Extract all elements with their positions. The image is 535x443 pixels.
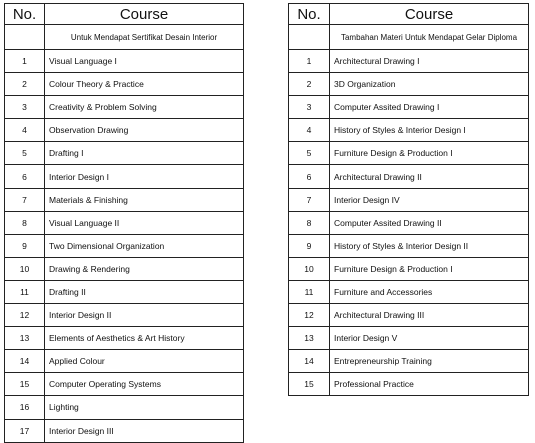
course-name: Interior Design IV: [330, 188, 529, 211]
course-name: Computer Assited Drawing I: [330, 96, 529, 119]
table-row: [5, 304, 244, 327]
table-row: [5, 73, 244, 96]
table-row: [289, 96, 529, 119]
table-row: [5, 234, 244, 257]
table-row: [5, 96, 244, 119]
header-no: No.: [5, 4, 45, 25]
course-name: Observation Drawing: [45, 119, 244, 142]
table-row: [289, 304, 529, 327]
row-number: 6: [289, 165, 330, 188]
course-name: Drafting I: [45, 142, 244, 165]
row-number: 13: [5, 327, 45, 350]
course-name: Lighting: [45, 396, 244, 419]
row-number: 7: [289, 188, 330, 211]
table-row: [289, 211, 529, 234]
course-name: Creativity & Problem Solving: [45, 96, 244, 119]
course-name: Interior Design V: [330, 327, 529, 350]
table-row: [5, 188, 244, 211]
course-name: Furniture Design & Production I: [330, 142, 529, 165]
subtitle-row: [289, 25, 529, 50]
course-name: 3D Organization: [330, 73, 529, 96]
table-row: [5, 165, 244, 188]
course-name: Architectural Drawing III: [330, 304, 529, 327]
row-number: 15: [5, 373, 45, 396]
course-name: History of Styles & Interior Design II: [330, 234, 529, 257]
row-number: 1: [289, 50, 330, 73]
course-name: Professional Practice: [330, 373, 529, 396]
row-number: 8: [289, 211, 330, 234]
course-table-diploma: [288, 3, 529, 396]
table-row: [289, 350, 529, 373]
course-name: Architectural Drawing II: [330, 165, 529, 188]
row-number: 9: [289, 234, 330, 257]
table-subtitle: Tambahan Materi Untuk Mendapat Gelar Diploma: [330, 25, 529, 50]
table-row: [289, 257, 529, 280]
table-row: [289, 234, 529, 257]
table-row: [289, 73, 529, 96]
course-name: Computer Operating Systems: [45, 373, 244, 396]
table-row: [289, 280, 529, 303]
table-row: [289, 50, 529, 73]
table-body: [289, 25, 529, 396]
course-name: Elements of Aesthetics & Art History: [45, 327, 244, 350]
table-row: [5, 50, 244, 73]
table-row: [5, 257, 244, 280]
row-number: 6: [5, 165, 45, 188]
row-number: 16: [5, 396, 45, 419]
row-number: 13: [289, 327, 330, 350]
row-number: 8: [5, 211, 45, 234]
row-number: 14: [289, 350, 330, 373]
table-row: [5, 280, 244, 303]
course-name: Furniture and Accessories: [330, 280, 529, 303]
table-row: [5, 142, 244, 165]
row-number: 12: [5, 304, 45, 327]
course-name: Interior Design I: [45, 165, 244, 188]
row-number: 10: [289, 257, 330, 280]
course-name: Colour Theory & Practice: [45, 73, 244, 96]
row-number: 3: [289, 96, 330, 119]
table-header-row: [289, 4, 529, 25]
row-number: 5: [289, 142, 330, 165]
row-number: 12: [289, 304, 330, 327]
row-number: 9: [5, 234, 45, 257]
course-name: Visual Language II: [45, 211, 244, 234]
header-course: Course: [330, 4, 529, 25]
row-number: 3: [5, 96, 45, 119]
blank-cell: [5, 25, 45, 50]
table-row: [5, 373, 244, 396]
course-name: Drawing & Rendering: [45, 257, 244, 280]
row-number: 17: [5, 419, 45, 442]
table-row: [5, 327, 244, 350]
course-name: Drafting II: [45, 280, 244, 303]
row-number: 4: [289, 119, 330, 142]
course-name: Interior Design III: [45, 419, 244, 442]
table-body: [5, 25, 244, 443]
course-name: Computer Assited Drawing II: [330, 211, 529, 234]
row-number: 15: [289, 373, 330, 396]
row-number: 2: [289, 73, 330, 96]
table-row: [5, 396, 244, 419]
table-subtitle: Untuk Mendapat Sertifikat Desain Interior: [45, 25, 244, 50]
row-number: 14: [5, 350, 45, 373]
course-name: Entrepreneurship Training: [330, 350, 529, 373]
row-number: 7: [5, 188, 45, 211]
table-row: [289, 142, 529, 165]
row-number: 4: [5, 119, 45, 142]
subtitle-row: [5, 25, 244, 50]
table-header-row: [5, 4, 244, 25]
table-row: [289, 327, 529, 350]
row-number: 2: [5, 73, 45, 96]
course-name: Furniture Design & Production I: [330, 257, 529, 280]
course-name: History of Styles & Interior Design I: [330, 119, 529, 142]
table-row: [5, 350, 244, 373]
course-name: Architectural Drawing I: [330, 50, 529, 73]
row-number: 10: [5, 257, 45, 280]
header-course: Course: [45, 4, 244, 25]
header-no: No.: [289, 4, 330, 25]
course-name: Two Dimensional Organization: [45, 234, 244, 257]
course-table-certificate: [4, 3, 244, 443]
course-name: Visual Language I: [45, 50, 244, 73]
table-row: [5, 211, 244, 234]
course-name: Interior Design II: [45, 304, 244, 327]
table-row: [289, 188, 529, 211]
table-row: [289, 165, 529, 188]
blank-cell: [289, 25, 330, 50]
course-name: Materials & Finishing: [45, 188, 244, 211]
row-number: 5: [5, 142, 45, 165]
table-row: [5, 119, 244, 142]
row-number: 11: [5, 280, 45, 303]
table-row: [289, 119, 529, 142]
table-row: [289, 373, 529, 396]
table-row: [5, 419, 244, 442]
row-number: 1: [5, 50, 45, 73]
course-name: Applied Colour: [45, 350, 244, 373]
row-number: 11: [289, 280, 330, 303]
